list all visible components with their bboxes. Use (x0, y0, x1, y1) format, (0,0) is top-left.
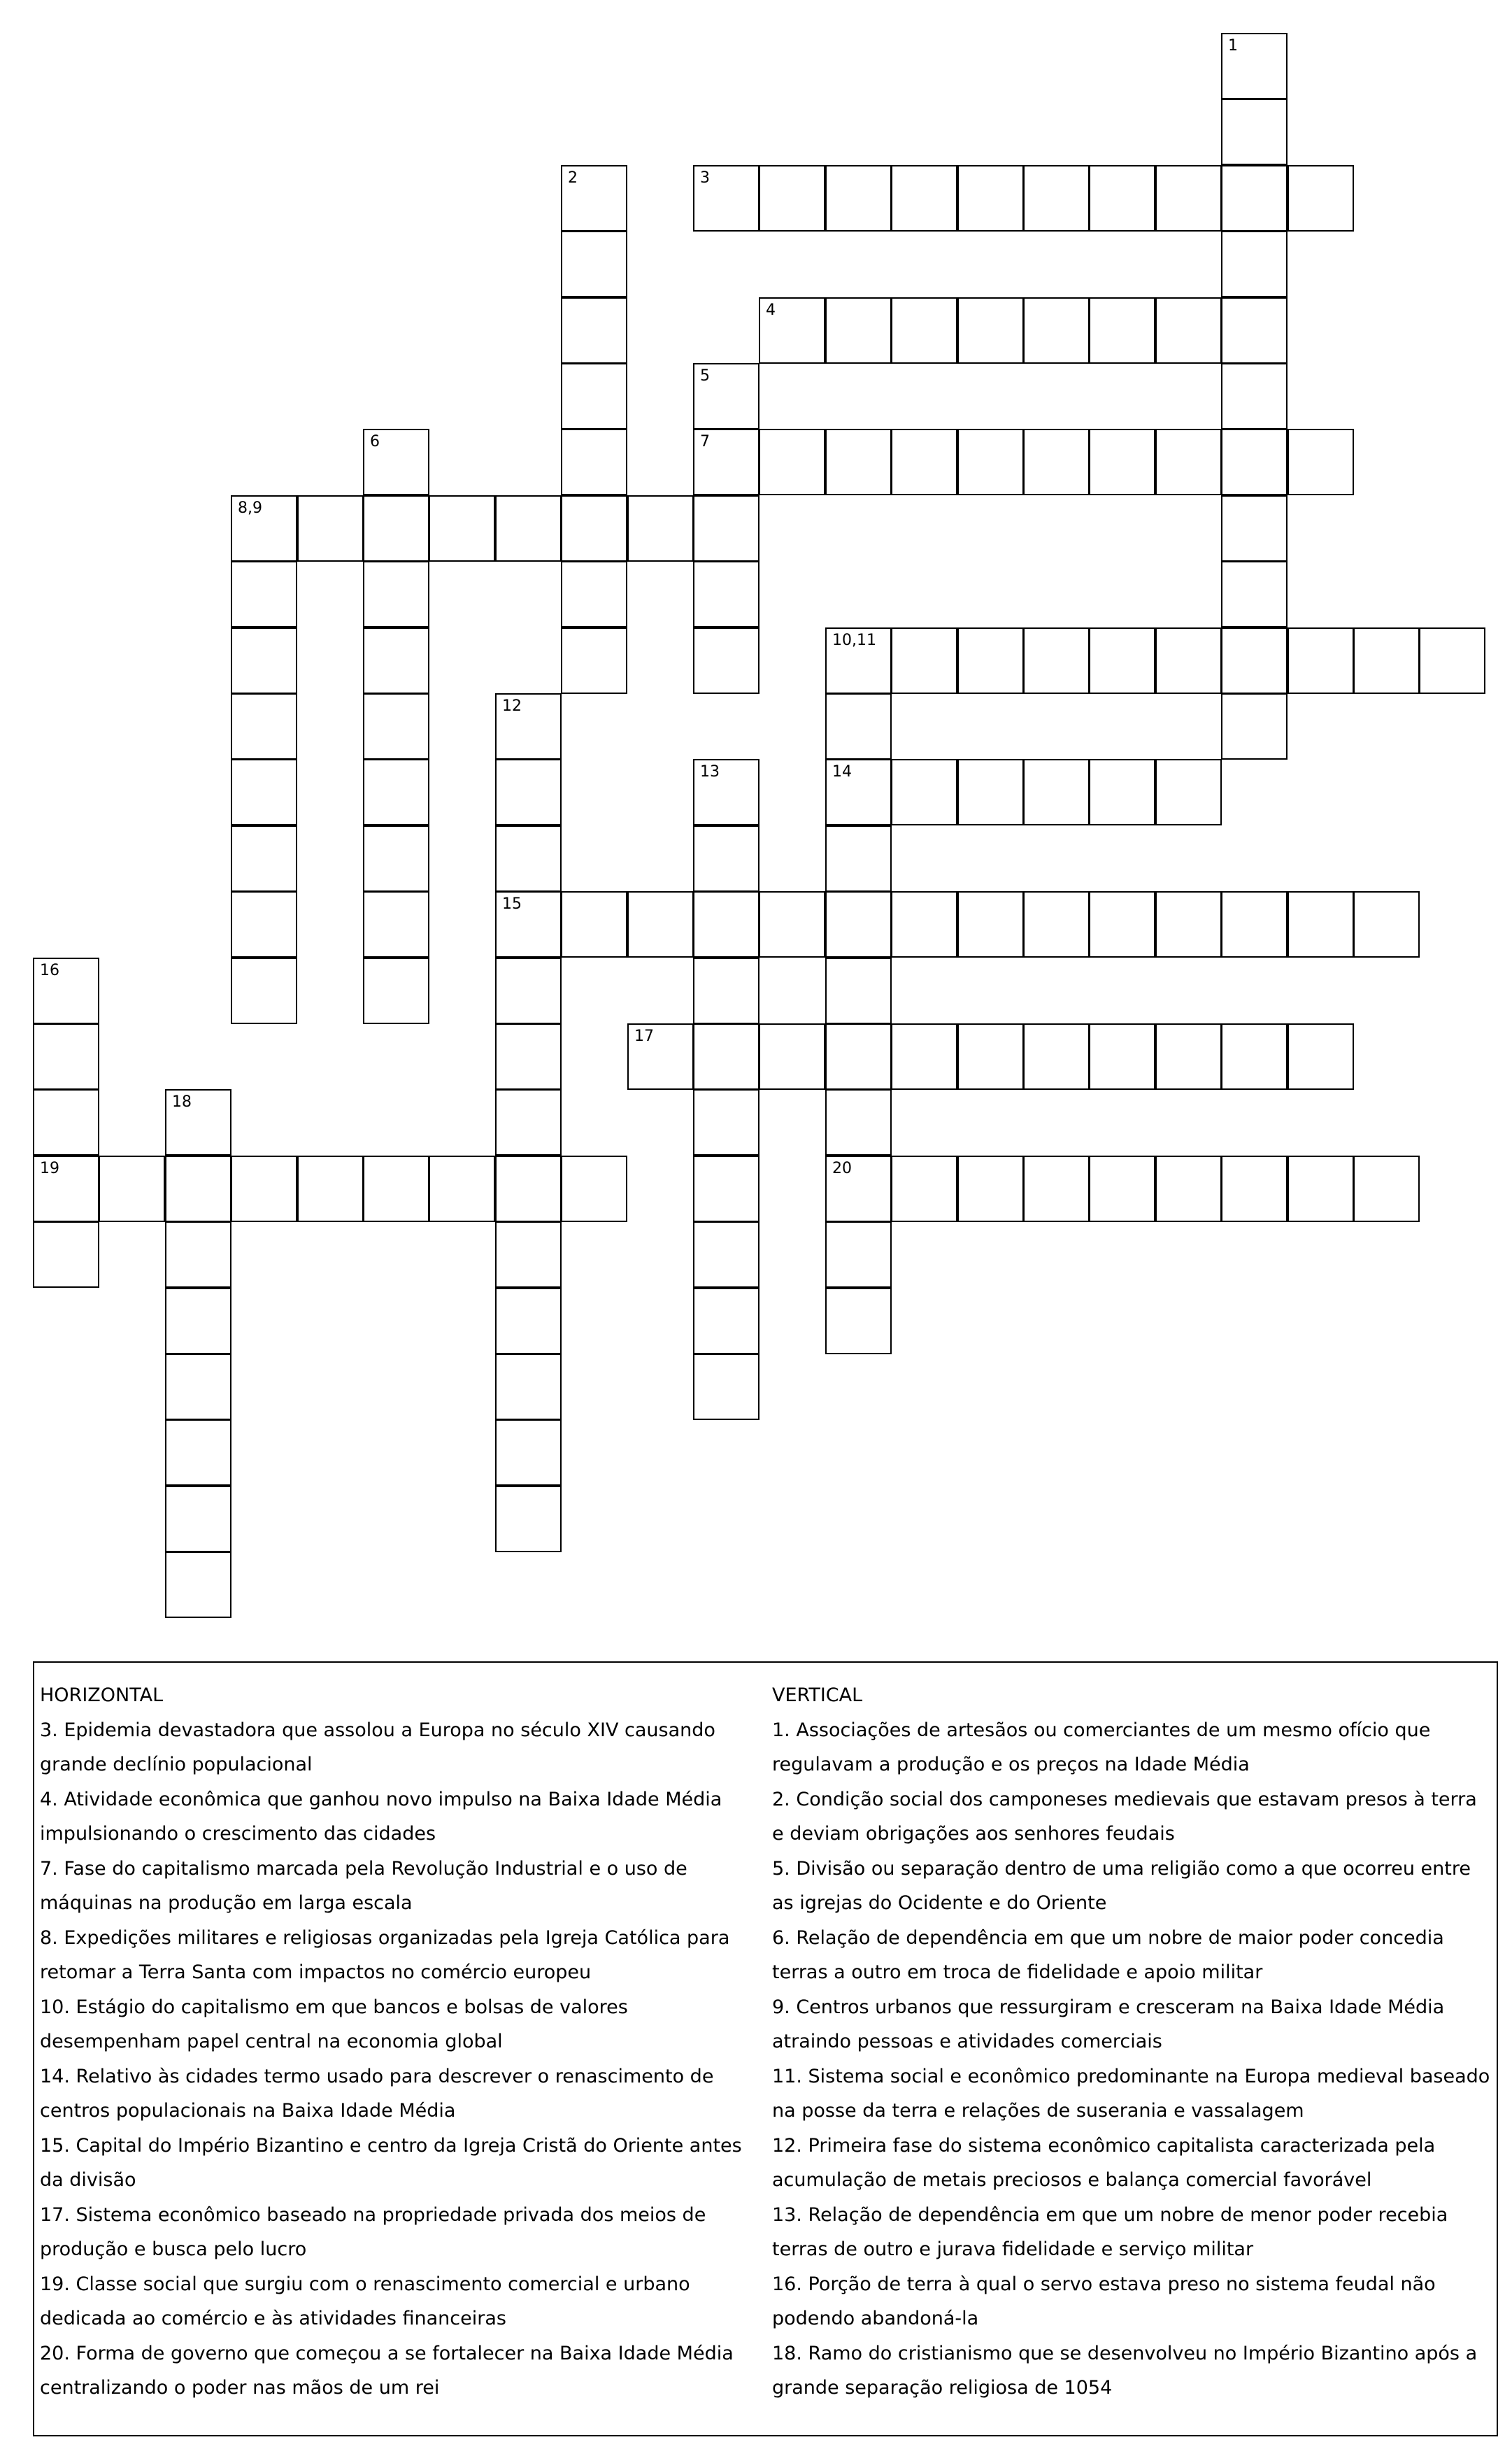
crossword-cell[interactable] (561, 1156, 627, 1222)
crossword-cell[interactable] (429, 495, 495, 562)
crossword-cell[interactable] (1155, 627, 1222, 694)
clue-number: 2 (568, 169, 578, 187)
crossword-cell[interactable] (891, 165, 957, 232)
clue-across-19: 19. Classe social que surgiu com o renascimento comercial e urbano dedicada ao comércio e às atividades financeiras (40, 2273, 690, 2329)
crossword-cell[interactable] (825, 891, 892, 958)
crossword-cell[interactable] (363, 825, 429, 892)
crossword-cell[interactable] (891, 1156, 957, 1222)
crossword-cell[interactable] (1023, 1156, 1090, 1222)
crossword-cell[interactable] (363, 693, 429, 760)
crossword-cell[interactable] (1288, 891, 1354, 958)
crossword-cell[interactable] (165, 1354, 231, 1420)
crossword-cell[interactable] (1155, 759, 1222, 825)
crossword-cell[interactable] (561, 561, 627, 627)
crossword-cell[interactable] (561, 165, 627, 232)
clue-down-18: 18. Ramo do cristianismo que se desenvolveu no Império Bizantino após a grande separação religiosa de 1054 (772, 2342, 1478, 2399)
crossword-cell[interactable] (1221, 693, 1288, 760)
crossword-cell[interactable] (1089, 627, 1155, 694)
crossword-cell[interactable] (561, 231, 627, 297)
crossword-cell[interactable] (957, 1023, 1024, 1090)
clue-number: 6 (370, 433, 380, 450)
crossword-cell[interactable] (693, 561, 759, 627)
crossword-cell[interactable] (693, 1156, 759, 1222)
crossword-cell[interactable] (627, 495, 694, 562)
crossword-cell[interactable] (825, 1089, 892, 1156)
crossword-cell[interactable] (1023, 1023, 1090, 1090)
crossword-cell[interactable] (1288, 627, 1354, 694)
clue-number: 3 (700, 169, 710, 187)
crossword-cell[interactable] (1353, 627, 1420, 694)
crossword-cell[interactable] (231, 759, 297, 825)
crossword-cell[interactable] (363, 429, 429, 495)
crossword-cell[interactable] (957, 297, 1024, 364)
crossword-cell[interactable] (891, 297, 957, 364)
crossword-cell[interactable] (1288, 165, 1354, 232)
clue-across-20: 20. Forma de governo que começou a se fortalecer na Baixa Idade Média centralizando o poder nas mãos de um rei (40, 2342, 734, 2399)
crossword-cell[interactable] (165, 1288, 231, 1354)
crossword-cell[interactable] (825, 825, 892, 892)
clue-down-13: 13. Relação de dependência em que um nobre de menor poder recebia terras de outro e jurava fidelidade e serviço militar (772, 2203, 1448, 2260)
crossword-cell[interactable] (693, 165, 759, 232)
crossword-cell[interactable] (1089, 1023, 1155, 1090)
clue-down-6: 6. Relação de dependência em que um nobre de maior poder concedia terras a outro em troca de fidelidade e apoio militar (772, 1926, 1444, 1983)
crossword-cell[interactable] (165, 1156, 231, 1222)
clue-down-11: 11. Sistema social e econômico predominante na Europa medieval baseado na posse da terra e relações de suserania e vassalagem (772, 2065, 1490, 2122)
crossword-cell[interactable] (957, 429, 1024, 495)
crossword-cell[interactable] (759, 165, 825, 232)
crossword-cell[interactable] (627, 1023, 694, 1090)
clue-across-10: 10. Estágio do capitalismo em que bancos e bolsas de valores desempenham papel central na economia global (40, 1996, 628, 2052)
clue-across-14: 14. Relativo às cidades termo usado para descrever o renascimento de centros populacionais na Baixa Idade Média (40, 2065, 714, 2122)
crossword-cell[interactable] (891, 759, 957, 825)
clue-down-12: 12. Primeira fase do sistema econômico capitalista caracterizada pela acumulação de metais preciosos e balança comercial favorável (772, 2134, 1436, 2191)
crossword-cell[interactable] (561, 891, 627, 958)
crossword-cell[interactable] (1288, 1023, 1354, 1090)
crossword-cell[interactable] (495, 693, 562, 760)
crossword-cell[interactable] (1089, 297, 1155, 364)
crossword-cell[interactable] (825, 297, 892, 364)
clue-down-16: 16. Porção de terra à qual o servo estava preso no sistema feudal não podendo abandoná-la (772, 2273, 1436, 2329)
clues-box (33, 1661, 1498, 2436)
crossword-cell[interactable] (825, 165, 892, 232)
crossword-cell[interactable] (1221, 231, 1288, 297)
crossword-cell[interactable] (627, 891, 694, 958)
vertical-title: VERTICAL (772, 1684, 863, 1706)
crossword-cell[interactable] (495, 891, 562, 958)
crossword-cell[interactable] (693, 627, 759, 694)
clue-number: 1 (1228, 37, 1238, 55)
crossword-cell[interactable] (759, 429, 825, 495)
horizontal-title: HORIZONTAL (40, 1684, 164, 1706)
crossword-cell[interactable] (1155, 891, 1222, 958)
crossword-cell[interactable] (165, 1552, 231, 1618)
crossword-cell[interactable] (165, 1089, 231, 1156)
crossword-cell[interactable] (1221, 627, 1288, 694)
crossword-cell[interactable] (759, 1023, 825, 1090)
crossword-cell[interactable] (693, 759, 759, 825)
crossword-cell[interactable] (957, 627, 1024, 694)
crossword-cell[interactable] (1353, 891, 1420, 958)
crossword-cell[interactable] (561, 429, 627, 495)
crossword-cell[interactable] (231, 958, 297, 1024)
crossword-cell[interactable] (1288, 429, 1354, 495)
crossword-cell[interactable] (495, 1023, 562, 1090)
clue-number: 16 (40, 962, 59, 979)
vertical-clues (772, 1678, 1492, 2406)
clue-across-8: 8. Expedições militares e religiosas organizadas pela Igreja Católica para retomar a Terra Santa com impactos no comércio europeu (40, 1926, 730, 1983)
crossword-cell[interactable] (693, 1221, 759, 1288)
crossword-cell[interactable] (891, 1023, 957, 1090)
crossword-cell[interactable] (891, 891, 957, 958)
crossword-cell[interactable] (759, 891, 825, 958)
crossword-cell[interactable] (1353, 1156, 1420, 1222)
crossword-cell[interactable] (1221, 33, 1288, 99)
crossword-cell[interactable] (495, 495, 562, 562)
crossword-cell[interactable] (1023, 165, 1090, 232)
crossword-cell[interactable] (1089, 759, 1155, 825)
crossword-cell[interactable] (165, 1419, 231, 1486)
crossword-cell[interactable] (33, 958, 99, 1024)
crossword-cell[interactable] (1221, 99, 1288, 165)
crossword-cell[interactable] (33, 1221, 99, 1288)
crossword-cell[interactable] (1221, 297, 1288, 364)
crossword-cell[interactable] (363, 627, 429, 694)
crossword-cell[interactable] (297, 495, 364, 562)
crossword-cell[interactable] (495, 1486, 562, 1552)
clue-number: 7 (700, 433, 710, 450)
crossword-cell[interactable] (825, 627, 892, 694)
crossword-cell[interactable] (495, 825, 562, 892)
crossword-cell[interactable] (495, 1221, 562, 1288)
clue-down-9: 9. Centros urbanos que ressurgiram e cresceram na Baixa Idade Média atraindo pessoas e atividades comerciais (772, 1996, 1445, 2052)
clue-number: 8,9 (238, 499, 262, 517)
crossword-cell[interactable] (1023, 891, 1090, 958)
crossword-cell[interactable] (825, 429, 892, 495)
crossword-cell[interactable] (1155, 1023, 1222, 1090)
crossword-cell[interactable] (495, 759, 562, 825)
crossword-cell[interactable] (825, 1221, 892, 1288)
crossword-cell[interactable] (561, 495, 627, 562)
clue-across-15: 15. Capital do Império Bizantino e centro da Igreja Cristã do Oriente antes da divisão (40, 2134, 742, 2191)
crossword-cell[interactable] (825, 693, 892, 760)
crossword-cell[interactable] (1221, 1023, 1288, 1090)
crossword-cell[interactable] (495, 958, 562, 1024)
crossword-cell[interactable] (693, 495, 759, 562)
crossword-cell[interactable] (363, 891, 429, 958)
crossword-cell[interactable] (1155, 297, 1222, 364)
crossword-cell[interactable] (1089, 165, 1155, 232)
crossword-cell[interactable] (693, 1354, 759, 1420)
crossword-cell[interactable] (561, 363, 627, 430)
clue-number: 17 (634, 1028, 654, 1045)
crossword-cell[interactable] (693, 1089, 759, 1156)
crossword-cell[interactable] (231, 495, 297, 562)
clue-across-3: 3. Epidemia devastadora que assolou a Europa no século XIV causando grande declínio populacional (40, 1719, 715, 1775)
crossword-cell[interactable] (33, 1156, 99, 1222)
crossword-cell[interactable] (1023, 429, 1090, 495)
crossword-cell[interactable] (1221, 495, 1288, 562)
crossword-cell[interactable] (693, 429, 759, 495)
crossword-cell[interactable] (99, 1156, 165, 1222)
crossword-cell[interactable] (825, 1156, 892, 1222)
clue-number: 15 (502, 895, 522, 913)
crossword-cell[interactable] (1023, 759, 1090, 825)
clue-number: 19 (40, 1160, 59, 1177)
crossword-cell[interactable] (165, 1221, 231, 1288)
crossword-cell[interactable] (495, 1156, 562, 1222)
clue-number: 5 (700, 367, 710, 385)
crossword-cell[interactable] (1221, 561, 1288, 627)
crossword-cell[interactable] (1089, 429, 1155, 495)
crossword-cell[interactable] (825, 1288, 892, 1354)
crossword-cell[interactable] (1419, 627, 1485, 694)
crossword-cell[interactable] (363, 958, 429, 1024)
crossword-cell[interactable] (693, 1023, 759, 1090)
crossword-cell[interactable] (1221, 1156, 1288, 1222)
crossword-cell[interactable] (1089, 891, 1155, 958)
crossword-cell[interactable] (1221, 891, 1288, 958)
crossword-cell[interactable] (957, 759, 1024, 825)
crossword-cell[interactable] (825, 759, 892, 825)
crossword-cell[interactable] (1155, 429, 1222, 495)
crossword-cell[interactable] (33, 1089, 99, 1156)
clue-number: 10,11 (832, 632, 876, 649)
crossword-cell[interactable] (693, 891, 759, 958)
crossword-cell[interactable] (1155, 165, 1222, 232)
crossword-cell[interactable] (231, 627, 297, 694)
crossword-cell[interactable] (495, 1354, 562, 1420)
crossword-cell[interactable] (1288, 1156, 1354, 1222)
crossword-cell[interactable] (693, 363, 759, 430)
crossword-cell[interactable] (495, 1288, 562, 1354)
clue-number: 4 (766, 301, 776, 319)
horizontal-clues (40, 1678, 767, 2406)
crossword-cell[interactable] (1221, 363, 1288, 430)
crossword-cell[interactable] (957, 165, 1024, 232)
crossword-cell[interactable] (693, 825, 759, 892)
crossword-cell[interactable] (231, 825, 297, 892)
crossword-cell[interactable] (231, 891, 297, 958)
crossword-cell[interactable] (231, 561, 297, 627)
crossword-cell[interactable] (429, 1156, 495, 1222)
crossword-cell[interactable] (693, 1288, 759, 1354)
crossword-cell[interactable] (33, 1023, 99, 1090)
crossword-cell[interactable] (759, 297, 825, 364)
crossword-cell[interactable] (1089, 1156, 1155, 1222)
crossword-cell[interactable] (363, 1156, 429, 1222)
crossword-cell[interactable] (1221, 165, 1288, 232)
clue-number: 20 (832, 1160, 852, 1177)
crossword-cell[interactable] (891, 429, 957, 495)
clue-across-7: 7. Fase do capitalismo marcada pela Revolução Industrial e o uso de máquinas na produção em larga escala (40, 1857, 687, 1914)
crossword-cell[interactable] (231, 693, 297, 760)
crossword-cell[interactable] (363, 561, 429, 627)
crossword-cell[interactable] (957, 891, 1024, 958)
clue-number: 12 (502, 697, 522, 715)
clue-across-4: 4. Atividade econômica que ganhou novo impulso na Baixa Idade Média impulsionando o crescimento das cidades (40, 1788, 722, 1845)
clue-number: 18 (172, 1093, 192, 1111)
crossword-cell[interactable] (297, 1156, 364, 1222)
crossword-cell[interactable] (1023, 627, 1090, 694)
crossword-cell[interactable] (561, 627, 627, 694)
crossword-cell[interactable] (1221, 429, 1288, 495)
crossword-cell[interactable] (495, 1089, 562, 1156)
clue-number: 14 (832, 763, 852, 781)
clue-down-2: 2. Condição social dos camponeses medievais que estavam presos à terra e deviam obrigações aos senhores feudais (772, 1788, 1477, 1845)
crossword-cell[interactable] (693, 958, 759, 1024)
crossword-cell[interactable] (561, 297, 627, 364)
clue-across-17: 17. Sistema econômico baseado na propriedade privada dos meios de produção e busca pelo lucro (40, 2203, 706, 2260)
crossword-cell[interactable] (363, 759, 429, 825)
crossword-cell[interactable] (1155, 1156, 1222, 1222)
crossword-cell[interactable] (363, 495, 429, 562)
crossword-cell[interactable] (495, 1419, 562, 1486)
crossword-cell[interactable] (957, 1156, 1024, 1222)
clue-down-1: 1. Associações de artesãos ou comerciantes de um mesmo ofício que regulavam a produção e os preços na Idade Média (772, 1719, 1431, 1775)
crossword-cell[interactable] (231, 1156, 297, 1222)
clue-down-5: 5. Divisão ou separação dentro de uma religião como a que ocorreu entre as igrejas do Ocidente e do Oriente (772, 1857, 1471, 1914)
crossword-cell[interactable] (891, 627, 957, 694)
crossword-cell[interactable] (165, 1486, 231, 1552)
crossword-cell[interactable] (825, 958, 892, 1024)
clue-number: 13 (700, 763, 720, 781)
crossword-cell[interactable] (1023, 297, 1090, 364)
crossword-cell[interactable] (825, 1023, 892, 1090)
